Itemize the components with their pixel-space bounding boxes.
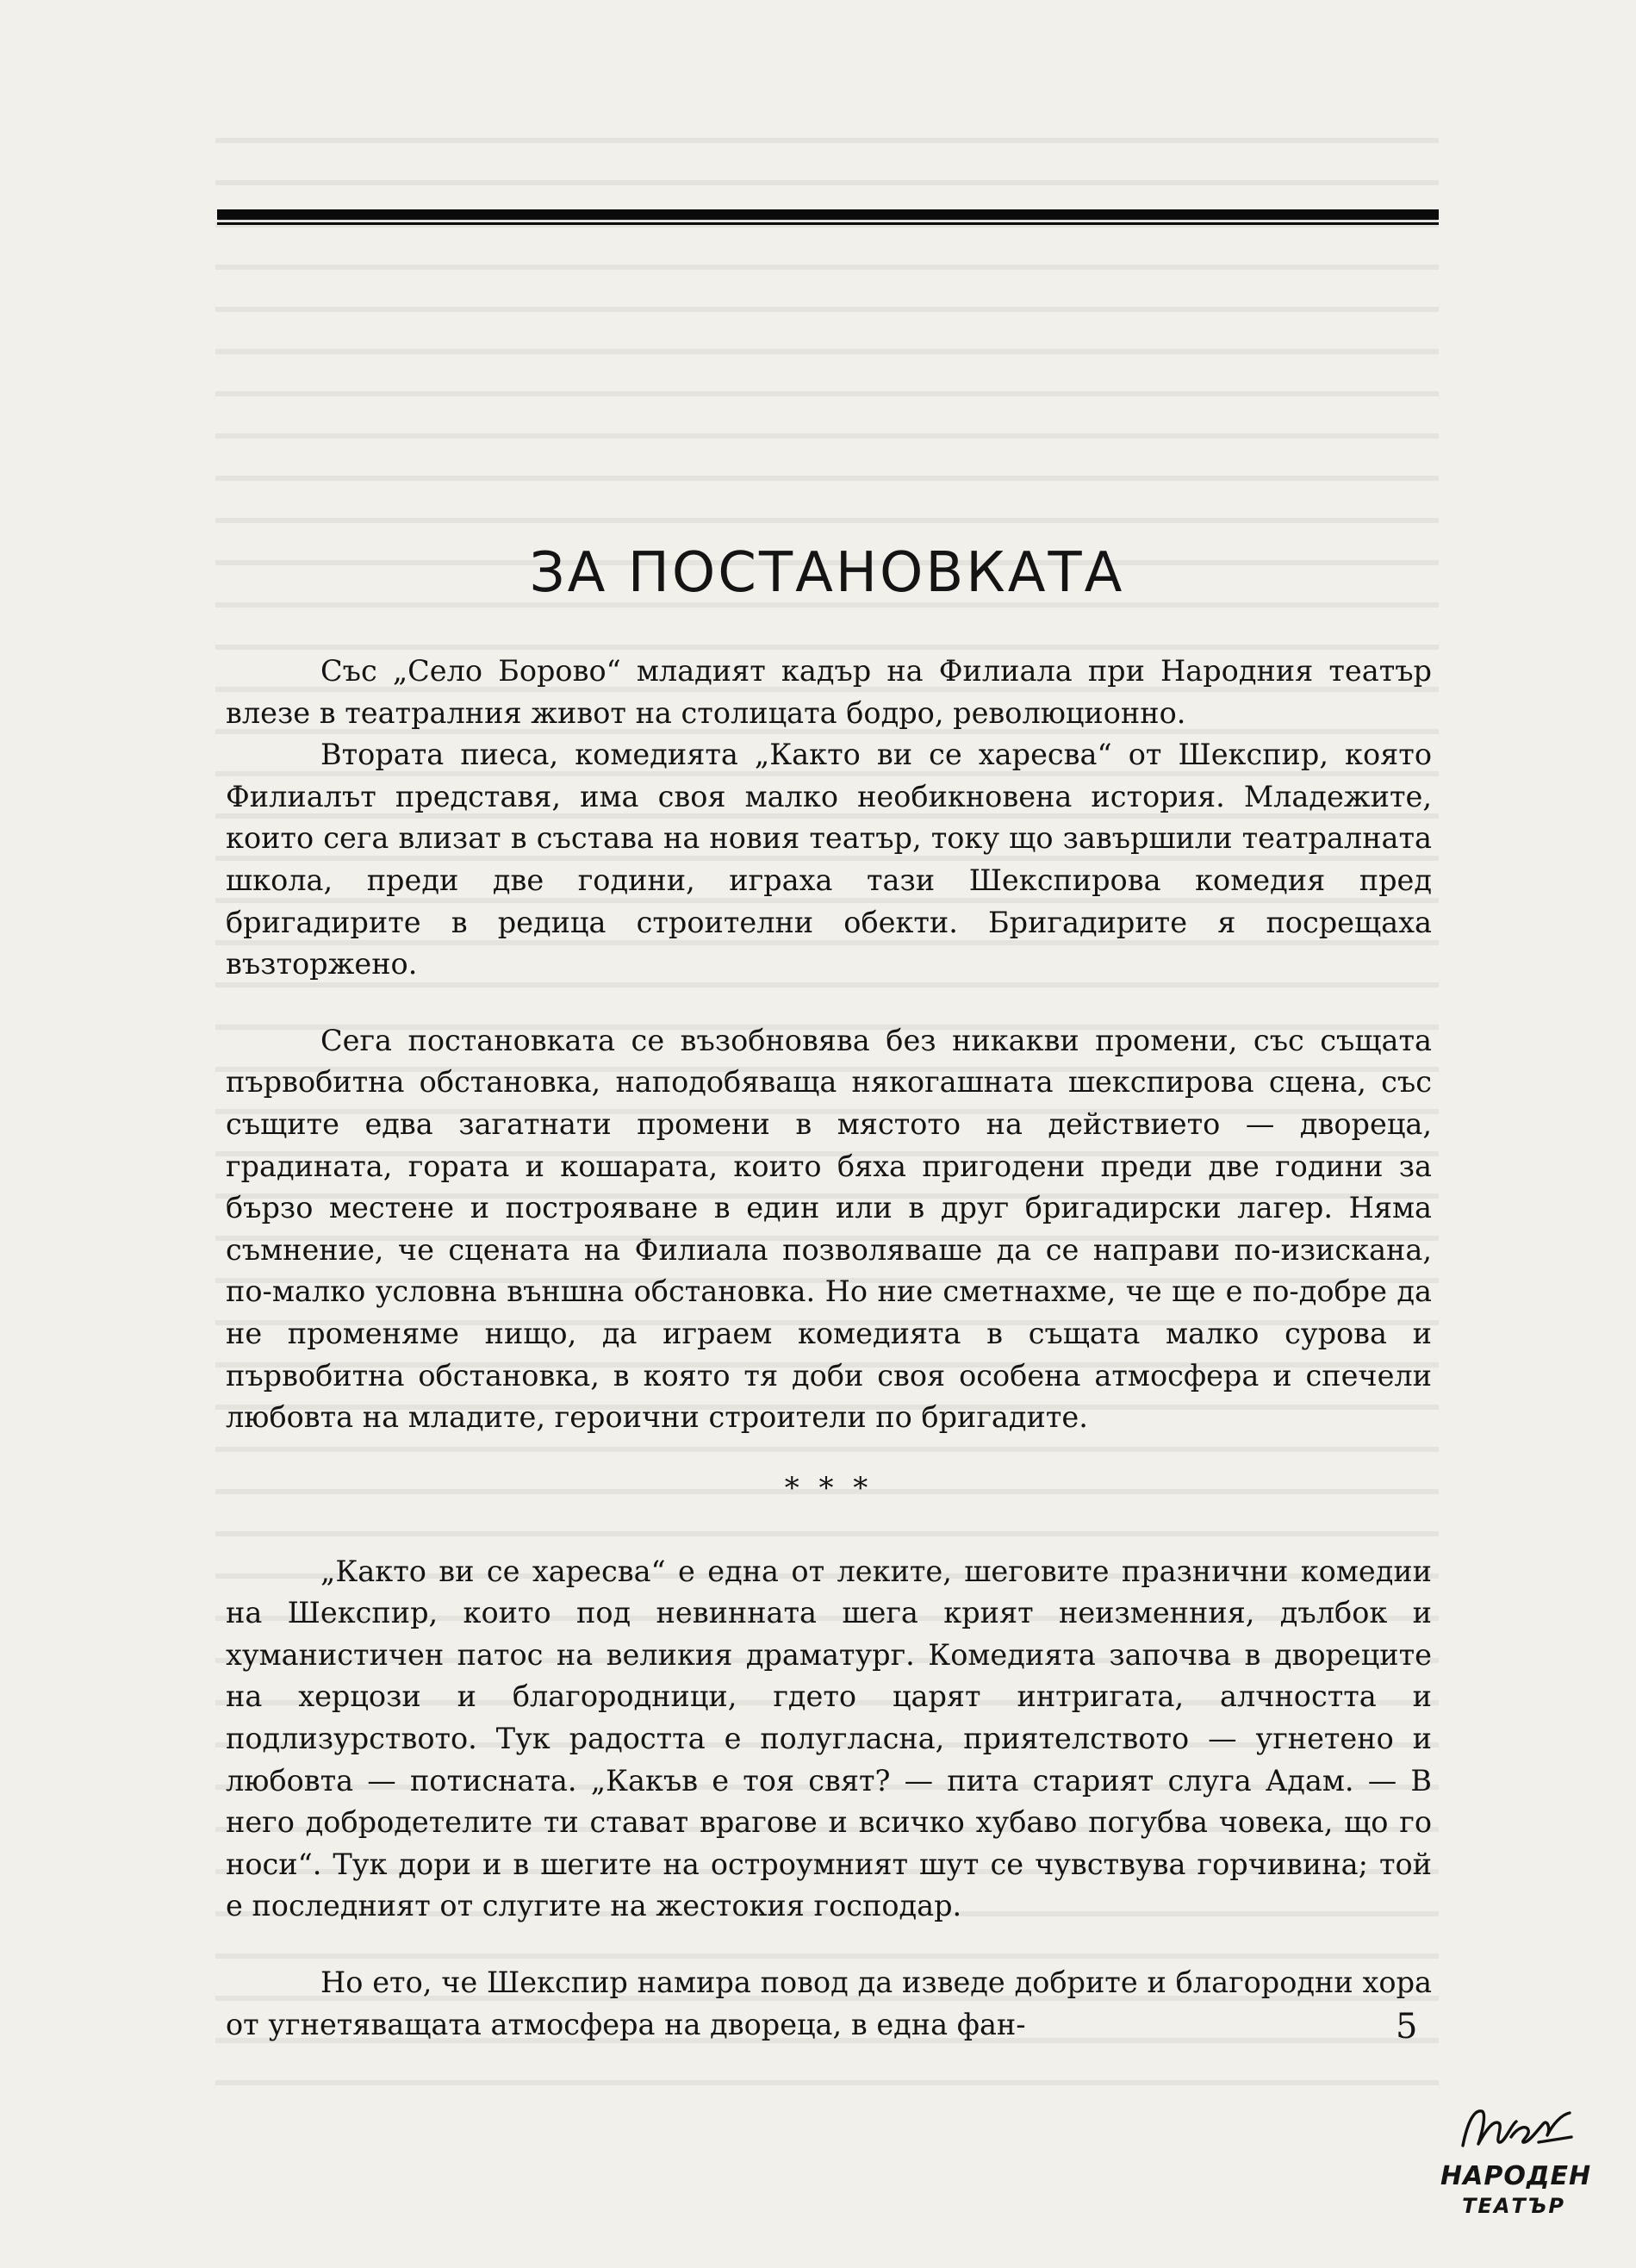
paragraph-5: Но ето, че Шекспир намира повод да изведе добрите и благородни хора от угнетяващата атмосфера на двореца, в една фан- [226, 1966, 1432, 2041]
logo-text-narodnen: НАРОДЕН [1440, 2161, 1592, 2191]
paragraph-2: Втората пиеса, комедията „Както ви се харесва“ от Шекспир, която Филиалът представя, има своя малко необикновена история. Младежите, които сега влизат в състава на новия театър, току що завършили театралната школа, преди две години, играха тази Шекспирова комедия пред бригадирите в редица строителни обекти. Бригадирите я посрещаха възторжено. [226, 738, 1432, 981]
theatre-logo [1440, 2103, 1592, 2232]
signature-logo-mark [1456, 2103, 1577, 2156]
section-separator: * * * [784, 1470, 874, 1505]
article-body [226, 651, 1432, 2046]
page-title: ЗА ПОСТАНОВКАТА [529, 541, 1125, 605]
page-number: 5 [1396, 2007, 1418, 2047]
header-rule [217, 209, 1439, 220]
paragraph-3: Сега постановката се възобновява без никакви промени, със същата първобитна обстановка, наподобяваща някогашната шекспирова сцена, със същите едва загатнати промени в мястото на действието — двореца, градината, гората и кошарата, които бяха пригодени преди две години за бързо местене и построяване в един или в друг бригадирски лагер. Няма съмнение, че сцената на Филиала позволяваше да се направи по-изискана, по-малко условна външна обстановка. Но ние сметнахме, че ще е по-добре да не променяме нищо, да играем комедията в същата малко сурова и първобитна обстановка, в която тя доби своя особена атмосфера и спечели любовта на младите, героични строители по бригадите. [226, 1023, 1432, 1435]
paragraph-4: „Както ви се харесва“ е една от леките, шеговите празнични комедии на Шекспир, които под невинната шега крият неизменния, дълбок и хуманистичен патос на великия драматург. Комедията започва в двореците на херцози и благородници, гдето царят интригата, алчността и подлизурството. Тук радостта е полугласна, приятелството — угнетено и любовта — потисната. „Какъв е тоя свят? — пита старият слуга Адам. — В него добродетелите ти стават врагове и всичко хубаво погубва човека, що го носи“. Тук дори и в шегите на остроумният шут се чувствува горчивина; той е последният от слугите на жестокия господар. [226, 1554, 1432, 1923]
paragraph-1: Със „Село Борово“ младият кадър на Филиала при Народния театър влезе в театралния живот на столицата бодро, революционно. [226, 654, 1432, 730]
logo-text-teatar: ТЕАТЪР [1462, 2194, 1565, 2218]
